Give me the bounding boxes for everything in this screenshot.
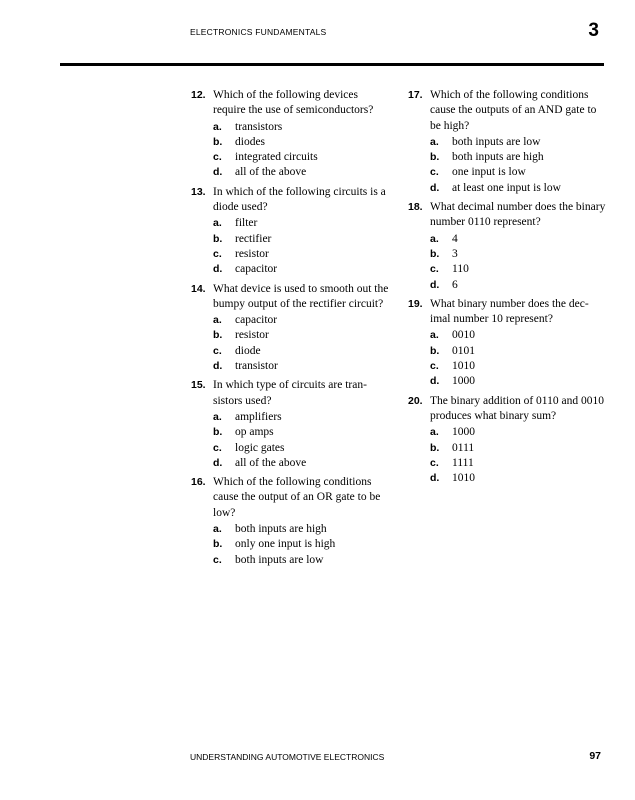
question-text: What decimal number does the binary number 0110 represent? — [430, 201, 606, 229]
option-text: 1000 — [452, 375, 475, 388]
chapter-number: 3 — [588, 20, 599, 41]
option-text: 1010 — [452, 360, 475, 373]
question-item — [191, 185, 391, 278]
option-text: 4 — [452, 232, 458, 245]
question-text: What device is used to smooth out the bumpy output of the rectifier circuit? — [213, 282, 389, 310]
option-letter: a. — [213, 410, 222, 423]
question-text: Which of the following conditions cause the outputs of an AND gate to be high? — [430, 89, 597, 132]
answer-options — [408, 425, 608, 486]
option-letter: a. — [430, 329, 439, 342]
answer-options — [408, 135, 608, 196]
question-stem — [191, 88, 391, 119]
left-question-column — [191, 88, 391, 572]
option-letter: a. — [213, 314, 222, 327]
option-text: both inputs are high — [452, 151, 544, 164]
option-text: 0010 — [452, 329, 475, 342]
answer-option — [191, 344, 391, 359]
option-letter: d. — [430, 375, 440, 388]
question-stem — [408, 394, 608, 425]
option-text: logic gates — [235, 441, 285, 454]
option-letter: c. — [213, 151, 222, 164]
option-letter: c. — [430, 456, 439, 469]
option-text: 1010 — [452, 472, 475, 485]
answer-option — [408, 232, 608, 247]
answer-options — [191, 120, 391, 181]
option-text: 6 — [452, 278, 458, 291]
answer-option — [408, 374, 608, 389]
option-text: both inputs are low — [235, 553, 324, 566]
question-number: 20. — [408, 394, 423, 407]
option-letter: c. — [213, 344, 222, 357]
option-letter: b. — [430, 151, 440, 164]
answer-option — [191, 247, 391, 262]
question-number: 17. — [408, 89, 423, 101]
option-letter: a. — [430, 135, 439, 148]
answer-option — [191, 441, 391, 456]
option-text: one input is low — [452, 166, 526, 179]
option-text: both inputs are low — [452, 135, 541, 148]
answer-option — [408, 181, 608, 196]
chapter-title: ELECTRONICS FUNDAMENTALS — [190, 27, 327, 37]
answer-option — [191, 313, 391, 328]
option-letter: a. — [430, 426, 439, 439]
option-letter: c. — [430, 263, 439, 276]
question-item — [191, 475, 391, 568]
answer-option — [408, 135, 608, 150]
option-letter: b. — [430, 441, 440, 454]
answer-options — [191, 313, 391, 374]
option-letter: c. — [213, 247, 222, 260]
question-item — [408, 394, 608, 487]
answer-option — [191, 120, 391, 135]
option-letter: c. — [430, 166, 439, 179]
question-number: 19. — [408, 297, 423, 310]
option-text: 1000 — [452, 426, 475, 439]
option-text: rectifier — [235, 232, 272, 245]
answer-options — [191, 410, 391, 471]
option-letter: d. — [430, 278, 440, 291]
header-divider — [60, 63, 604, 66]
option-text: only one input is high — [235, 538, 336, 551]
option-text: transistor — [235, 360, 278, 373]
question-number: 18. — [408, 201, 423, 214]
answer-options — [191, 216, 391, 277]
question-text: In which of the following circuits is a diode used? — [213, 185, 386, 214]
question-text: Which of the following devices require the use of semiconductors? — [213, 89, 374, 117]
answer-option — [408, 344, 608, 359]
answer-option — [191, 328, 391, 343]
option-text: op amps — [235, 426, 274, 439]
option-text: at least one input is low — [452, 181, 561, 194]
answer-option — [408, 359, 608, 374]
option-letter: b. — [430, 344, 440, 357]
option-letter: d. — [213, 166, 223, 179]
option-letter: b. — [213, 426, 223, 439]
answer-option — [191, 425, 391, 440]
question-stem — [408, 88, 608, 134]
question-item — [191, 378, 391, 471]
option-text: capacitor — [235, 263, 278, 276]
answer-option — [191, 537, 391, 552]
answer-option — [408, 278, 608, 293]
question-text: The binary addition of 0110 and 0010 produces what binary sum? — [430, 394, 604, 422]
answer-option — [408, 425, 608, 440]
question-item — [191, 88, 391, 181]
option-letter: b. — [213, 135, 223, 148]
option-text: transistors — [235, 120, 283, 133]
option-text: both inputs are high — [235, 523, 327, 536]
option-letter: b. — [213, 538, 223, 551]
answer-options — [191, 522, 391, 568]
answer-option — [191, 216, 391, 231]
question-number: 12. — [191, 89, 206, 101]
option-text: capacitor — [235, 314, 278, 327]
answer-option — [191, 410, 391, 425]
option-text: 3 — [452, 247, 458, 260]
answer-option — [191, 522, 391, 537]
question-stem — [408, 200, 608, 231]
question-stem — [191, 185, 391, 216]
option-text: 0111 — [452, 441, 475, 454]
option-text: filter — [235, 217, 258, 230]
question-number: 16. — [191, 476, 206, 489]
option-letter: a. — [213, 217, 222, 230]
question-text: What binary number does the dec-imal number 10 represent? — [430, 297, 589, 326]
answer-option — [191, 165, 391, 180]
answer-option — [191, 262, 391, 277]
question-stem — [191, 282, 391, 313]
answer-option — [191, 150, 391, 165]
answer-option — [191, 553, 391, 568]
answer-option — [408, 262, 608, 277]
option-letter: c. — [213, 441, 222, 454]
question-item — [408, 297, 608, 390]
answer-option — [191, 456, 391, 471]
answer-option — [191, 359, 391, 374]
page-number: 97 — [589, 750, 601, 762]
answer-options — [408, 232, 608, 293]
option-text: amplifiers — [235, 410, 282, 423]
option-text: resistor — [235, 247, 269, 260]
question-stem — [408, 297, 608, 328]
option-letter: a. — [430, 232, 439, 245]
answer-option — [408, 456, 608, 471]
option-text: all of the above — [235, 456, 307, 469]
question-text: Which of the following conditions cause the output of an OR gate to be low? — [213, 476, 381, 519]
right-question-column — [408, 88, 608, 490]
option-letter: a. — [213, 523, 222, 536]
option-letter: c. — [213, 553, 222, 566]
option-letter: b. — [213, 232, 223, 245]
question-stem — [191, 475, 391, 521]
option-letter: a. — [213, 120, 222, 133]
question-number: 15. — [191, 379, 206, 392]
option-letter: d. — [213, 263, 223, 276]
option-text: 110 — [452, 263, 469, 276]
book-title: UNDERSTANDING AUTOMOTIVE ELECTRONICS — [190, 752, 385, 762]
answer-option — [408, 165, 608, 180]
question-number: 14. — [191, 282, 206, 295]
option-letter: b. — [213, 329, 223, 342]
answer-option — [408, 328, 608, 343]
option-text: diode — [235, 344, 261, 357]
question-number: 13. — [191, 185, 206, 198]
question-text: In which type of circuits are tran-sistors used? — [213, 379, 367, 407]
option-letter: b. — [430, 247, 440, 260]
question-item — [191, 282, 391, 375]
answer-option — [191, 232, 391, 247]
option-text: integrated circuits — [235, 151, 318, 164]
answer-option — [408, 150, 608, 165]
answer-option — [408, 441, 608, 456]
answer-options — [408, 328, 608, 389]
answer-option — [408, 247, 608, 262]
option-letter: d. — [213, 360, 223, 373]
option-text: resistor — [235, 329, 269, 342]
question-item — [408, 88, 608, 196]
option-letter: c. — [430, 360, 439, 373]
answer-option — [191, 135, 391, 150]
question-stem — [191, 378, 391, 409]
option-text: all of the above — [235, 166, 307, 179]
option-text: diodes — [235, 135, 266, 148]
option-letter: d. — [430, 181, 440, 194]
answer-option — [408, 471, 608, 486]
option-text: 0101 — [452, 344, 475, 357]
option-letter: d. — [213, 456, 223, 469]
option-text: 1111 — [452, 456, 474, 469]
option-letter: d. — [430, 472, 440, 485]
question-item — [408, 200, 608, 293]
